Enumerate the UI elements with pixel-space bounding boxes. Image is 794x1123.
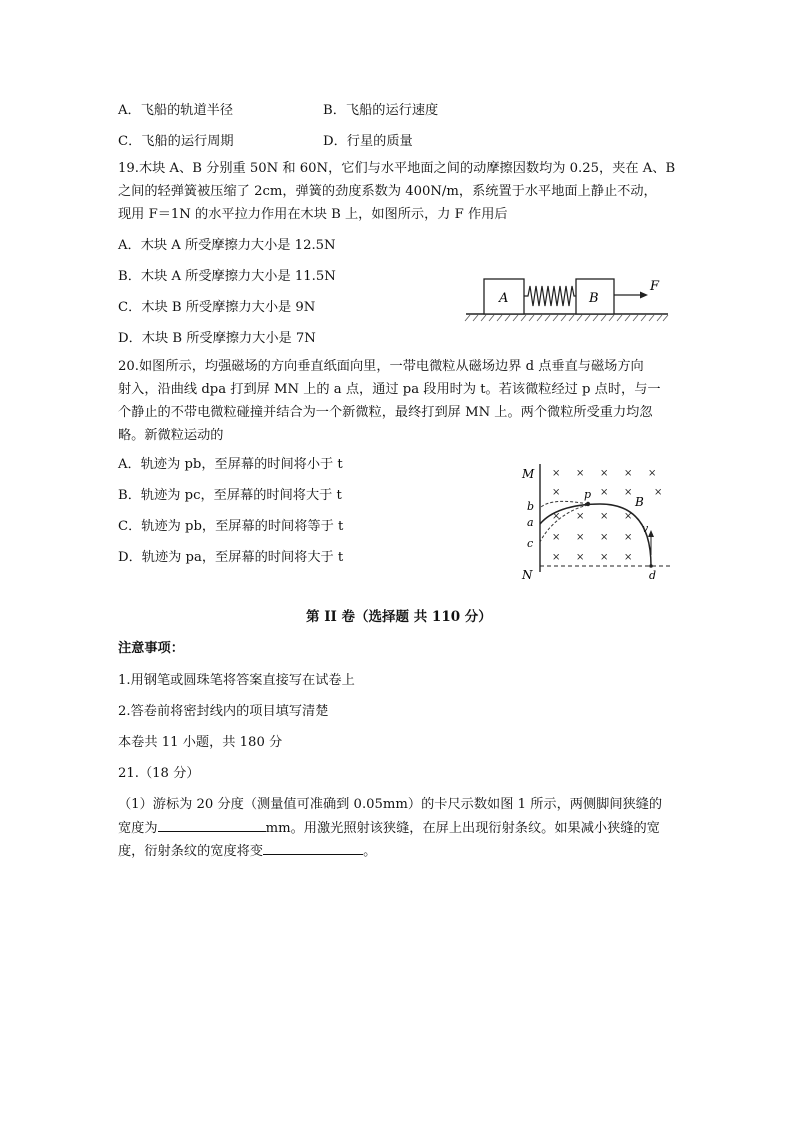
q19-option-a: A．木块 A 所受摩擦力大小是 12.5N: [118, 238, 336, 253]
q19-option-d: D．木块 B 所受摩擦力大小是 7N: [118, 331, 316, 346]
answer-blank-width[interactable]: [158, 819, 266, 832]
q20-option-c: C．轨迹为 pb，至屏幕的时间将等于 t: [118, 519, 344, 534]
block-b-label: B: [589, 291, 599, 306]
velocity-arrowhead: [648, 530, 654, 537]
q18-option-b: B．飞船的运行速度: [323, 103, 439, 118]
block-a-label: A: [499, 291, 509, 306]
q18-option-a: A．飞船的轨道半径: [118, 103, 234, 118]
q20-stem-line1: 20.如图所示，均强磁场的方向垂直纸面向里，一带电微粒从磁场边界 d 点垂直与磁场方向: [118, 359, 644, 374]
svg-text:×: ×: [552, 511, 561, 522]
q18-option-d: D．行星的质量: [323, 134, 413, 149]
label-p: p: [584, 488, 592, 501]
magnetic-field-figure: [518, 460, 676, 585]
svg-text:×: ×: [624, 532, 633, 543]
q20-option-d: D．轨迹为 pa，至屏幕的时间将大于 t: [118, 550, 344, 565]
svg-text:×: ×: [552, 532, 561, 543]
spring: [524, 286, 576, 306]
svg-text:×: ×: [552, 468, 561, 479]
svg-text:×: ×: [624, 487, 633, 498]
part2-summary: 本卷共 11 小题，共 180 分: [118, 735, 283, 750]
svg-text:×: ×: [624, 511, 633, 522]
label-b: b: [527, 500, 535, 513]
label-m: M: [522, 467, 535, 481]
svg-text:×: ×: [648, 468, 657, 479]
q21-line3: [118, 842, 376, 861]
svg-text:×: ×: [624, 552, 633, 563]
svg-text:×: ×: [576, 552, 585, 563]
field-crosses: [552, 468, 662, 563]
notice-item-1: 1.用钢笔或圆珠笔将答案直接写在试卷上: [118, 673, 355, 688]
label-c: c: [527, 537, 534, 550]
q19-stem-line2: 之间的轻弹簧被压缩了 2cm，弹簧的劲度系数为 400N/m，系统置于水平地面上静止不动，: [118, 184, 657, 199]
spring-blocks-figure: [462, 268, 674, 328]
q20-stem-line4: 略。新微粒运动的: [118, 428, 224, 443]
q20-option-b: B．轨迹为 pc，至屏幕的时间将大于 t: [118, 488, 342, 503]
label-d: d: [649, 569, 657, 582]
part2-title: 第 II 卷（选择题 共 110 分）: [306, 609, 492, 625]
q19-stem-line3: 现用 F＝1N 的水平拉力作用在木块 B 上，如图所示，力 F 作用后: [118, 207, 508, 222]
svg-text:×: ×: [576, 468, 585, 479]
svg-text:×: ×: [576, 511, 585, 522]
notice-item-2: 2.答卷前将密封线内的项目填写清楚: [118, 704, 329, 719]
svg-text:×: ×: [552, 487, 561, 498]
svg-text:×: ×: [600, 552, 609, 563]
q19-option-c: C．木块 B 所受摩擦力大小是 9N: [118, 300, 316, 315]
svg-text:×: ×: [552, 552, 561, 563]
q21-line3-prefix: 度，衍射条纹的宽度将变: [118, 844, 264, 859]
svg-text:×: ×: [654, 487, 663, 498]
q21-line3-suffix: 。: [363, 844, 377, 859]
q20-stem-line2: 射入，沿曲线 dpa 打到屏 MN 上的 a 点，通过 pa 段用时为 t。若该微粒经过 p 点时，与一: [118, 382, 661, 397]
point-d: [649, 564, 653, 568]
svg-text:×: ×: [600, 511, 609, 522]
q21-line2-prefix: 宽度为: [118, 821, 158, 836]
answer-blank-fringe[interactable]: [263, 842, 363, 855]
label-n: N: [522, 568, 533, 582]
svg-text:×: ×: [576, 532, 585, 543]
label-v: v: [642, 522, 649, 535]
svg-text:×: ×: [600, 532, 609, 543]
q18-option-c: C．飞船的运行周期: [118, 134, 234, 149]
q21-line2-suffix: mm。用激光照射该狭缝，在屏上出现衍射条纹。如果减小狭缝的宽: [265, 821, 660, 836]
q19-option-b: B．木块 A 所受摩擦力大小是 11.5N: [118, 269, 336, 284]
force-label: F: [650, 279, 660, 294]
q21-header: 21.（18 分）: [118, 766, 200, 781]
label-field-b: B: [635, 495, 644, 509]
label-a: a: [527, 516, 534, 529]
q19-stem-line1: 19.木块 A、B 分别重 50N 和 60N，它们与水平地面之间的动摩擦因数均为 0.25，夹在 A、B: [118, 161, 676, 176]
svg-text:×: ×: [600, 487, 609, 498]
q21-line1: （1）游标为 20 分度（测量值可准确到 0.05mm）的卡尺示数如图 1 所示，两侧脚间狭缝的: [118, 797, 663, 812]
svg-text:×: ×: [600, 468, 609, 479]
svg-text:×: ×: [624, 468, 633, 479]
point-p: [586, 502, 590, 506]
q21-line2: [118, 819, 660, 838]
force-arrowhead: [640, 292, 648, 299]
q20-stem-line3: 个静止的不带电微粒碰撞并结合为一个新微粒，最终打到屏 MN 上。两个微粒所受重力均忽: [118, 405, 653, 420]
notice-title: 注意事项：: [118, 641, 184, 656]
ground-hatching: [465, 315, 668, 321]
q20-option-a: A．轨迹为 pb，至屏幕的时间将小于 t: [118, 457, 343, 472]
